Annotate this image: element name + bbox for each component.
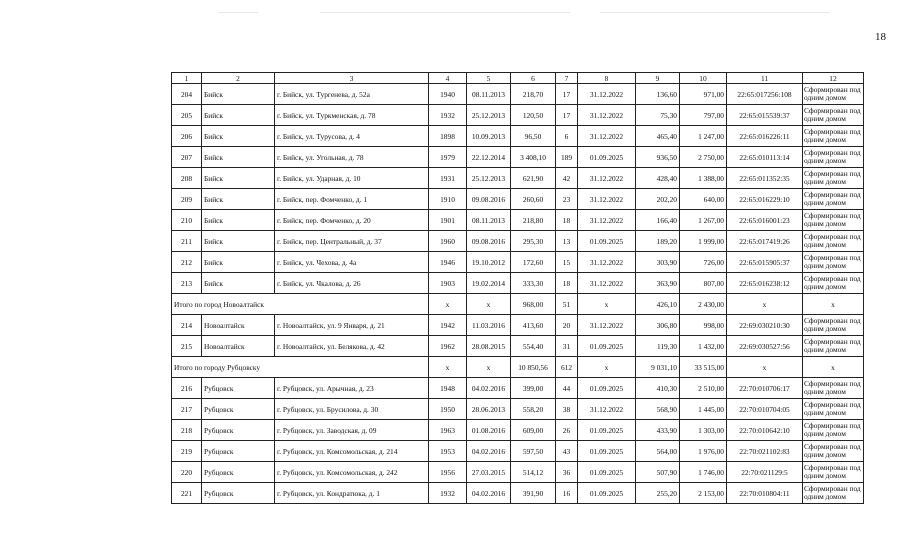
- column-number-cell: 4: [429, 73, 467, 84]
- column-number-cell: 9: [636, 73, 680, 84]
- land-area-cell: 465,40: [636, 126, 680, 147]
- deadline-cell: 31.12.2022: [578, 315, 636, 336]
- cadastral-number-cell: 22:65:010113:14: [727, 147, 803, 168]
- area-cell: 172,60: [511, 252, 556, 273]
- row-number-cell: 219: [172, 441, 202, 462]
- note-cell: Сформирован под одним домом: [803, 231, 864, 252]
- land-area-cell: 136,60: [636, 84, 680, 105]
- area-cell: 295,30: [511, 231, 556, 252]
- date-cell: 01.08.2016: [467, 420, 511, 441]
- residents-cell: 36: [556, 462, 578, 483]
- column-number-cell: 12: [803, 73, 864, 84]
- cadastral-number-cell: 22:70:021102:83: [727, 441, 803, 462]
- table-row: [172, 336, 864, 357]
- land-area-cell: 428,40: [636, 168, 680, 189]
- table-row: [172, 210, 864, 231]
- deadline-cell: 31.12.2022: [578, 126, 636, 147]
- cadastral-number-cell: 22:70:010642:10: [727, 420, 803, 441]
- residents-cell: 13: [556, 231, 578, 252]
- row-number-cell: 210: [172, 210, 202, 231]
- deadline-cell: 31.12.2022: [578, 399, 636, 420]
- subtotal-value-cell: x: [578, 357, 636, 378]
- residents-cell: 17: [556, 105, 578, 126]
- column-number-cell: 2: [202, 73, 275, 84]
- date-cell: 09.08.2016: [467, 189, 511, 210]
- cost-cell: 1 976,00: [680, 441, 727, 462]
- municipality-cell: Бийск: [202, 84, 275, 105]
- table-row: [172, 315, 864, 336]
- address-cell: г. Рубцовск, ул. Брусилова, д. 30: [275, 399, 429, 420]
- municipality-cell: Рубцовск: [202, 441, 275, 462]
- year-cell: 1962: [429, 336, 467, 357]
- residents-cell: 17: [556, 84, 578, 105]
- address-cell: г. Рубцовск, ул. Арычная, д. 23: [275, 378, 429, 399]
- table-row: [172, 252, 864, 273]
- land-area-cell: 564,00: [636, 441, 680, 462]
- cost-cell: 1 746,00: [680, 462, 727, 483]
- subtotal-value-cell: x: [429, 357, 467, 378]
- cost-cell: 1 432,00: [680, 336, 727, 357]
- cost-cell: 1 388,00: [680, 168, 727, 189]
- date-cell: 19.10.2012: [467, 252, 511, 273]
- note-cell: Сформирован под одним домом: [803, 420, 864, 441]
- cost-cell: 726,00: [680, 252, 727, 273]
- residents-cell: 15: [556, 252, 578, 273]
- table-row: [172, 105, 864, 126]
- deadline-cell: 01.09.2025: [578, 378, 636, 399]
- year-cell: 1946: [429, 252, 467, 273]
- municipality-cell: Рубцовск: [202, 420, 275, 441]
- note-cell: Сформирован под одним домом: [803, 462, 864, 483]
- date-cell: 27.03.2015: [467, 462, 511, 483]
- note-cell: Сформирован под одним домом: [803, 336, 864, 357]
- column-number-cell: 8: [578, 73, 636, 84]
- subtotal-row: [172, 357, 864, 378]
- cadastral-number-cell: 22:65:016226:11: [727, 126, 803, 147]
- address-cell: г. Бийск, пер. Центральный, д. 37: [275, 231, 429, 252]
- municipality-cell: Бийск: [202, 147, 275, 168]
- date-cell: 09.08.2016: [467, 231, 511, 252]
- date-cell: 25.12.2013: [467, 168, 511, 189]
- residents-cell: 23: [556, 189, 578, 210]
- subtotal-label-cell: Итого по городу Рубцовску: [172, 357, 429, 378]
- column-number-cell: 10: [680, 73, 727, 84]
- residents-cell: 18: [556, 273, 578, 294]
- note-cell: Сформирован под одним домом: [803, 441, 864, 462]
- date-cell: 04.02.2016: [467, 378, 511, 399]
- date-cell: 04.02.2016: [467, 483, 511, 504]
- year-cell: 1932: [429, 105, 467, 126]
- cost-cell: 1 267,00: [680, 210, 727, 231]
- subtotal-value-cell: 33 515,00: [680, 357, 727, 378]
- note-cell: Сформирован под одним домом: [803, 483, 864, 504]
- municipality-cell: Рубцовск: [202, 462, 275, 483]
- deadline-cell: 31.12.2022: [578, 210, 636, 231]
- note-cell: Сформирован под одним домом: [803, 189, 864, 210]
- area-cell: 597,50: [511, 441, 556, 462]
- cadastral-number-cell: 22:69:030210:30: [727, 315, 803, 336]
- land-area-cell: 363,90: [636, 273, 680, 294]
- year-cell: 1948: [429, 378, 467, 399]
- table-row: [172, 441, 864, 462]
- deadline-cell: 01.09.2025: [578, 462, 636, 483]
- residents-cell: 38: [556, 399, 578, 420]
- municipality-cell: Рубцовск: [202, 483, 275, 504]
- year-cell: 1910: [429, 189, 467, 210]
- note-cell: Сформирован под одним домом: [803, 105, 864, 126]
- note-cell: Сформирован под одним домом: [803, 315, 864, 336]
- land-area-cell: 75,30: [636, 105, 680, 126]
- land-area-cell: 255,20: [636, 483, 680, 504]
- deadline-cell: 01.09.2025: [578, 231, 636, 252]
- year-cell: 1931: [429, 168, 467, 189]
- column-number-cell: 3: [275, 73, 429, 84]
- address-cell: г. Бийск, ул. Ударная, д. 10: [275, 168, 429, 189]
- subtotal-value-cell: x: [578, 294, 636, 315]
- cadastral-number-cell: 22:70:010706:17: [727, 378, 803, 399]
- date-cell: 04.02.2016: [467, 441, 511, 462]
- area-cell: 3 408,10: [511, 147, 556, 168]
- column-number-cell: 1: [172, 73, 202, 84]
- land-area-cell: 568,90: [636, 399, 680, 420]
- deadline-cell: 31.12.2022: [578, 84, 636, 105]
- date-cell: 08.11.2013: [467, 84, 511, 105]
- address-cell: г. Бийск, ул. Чкалова, д. 26: [275, 273, 429, 294]
- area-cell: 514,12: [511, 462, 556, 483]
- date-cell: 11.03.2016: [467, 315, 511, 336]
- row-number-cell: 206: [172, 126, 202, 147]
- column-number-row: [172, 73, 864, 84]
- deadline-cell: 01.09.2025: [578, 441, 636, 462]
- area-cell: 554,40: [511, 336, 556, 357]
- column-number-cell: 7: [556, 73, 578, 84]
- municipality-cell: Бийск: [202, 168, 275, 189]
- row-number-cell: 215: [172, 336, 202, 357]
- year-cell: 1956: [429, 462, 467, 483]
- year-cell: 1979: [429, 147, 467, 168]
- deadline-cell: 01.09.2025: [578, 336, 636, 357]
- note-cell: Сформирован под одним домом: [803, 168, 864, 189]
- note-cell: Сформирован под одним домом: [803, 273, 864, 294]
- row-number-cell: 214: [172, 315, 202, 336]
- deadline-cell: 31.12.2022: [578, 273, 636, 294]
- note-cell: Сформирован под одним домом: [803, 210, 864, 231]
- row-number-cell: 212: [172, 252, 202, 273]
- municipality-cell: Бийск: [202, 231, 275, 252]
- column-number-cell: 6: [511, 73, 556, 84]
- date-cell: 10.09.2013: [467, 126, 511, 147]
- municipality-cell: Бийск: [202, 273, 275, 294]
- area-cell: 96,50: [511, 126, 556, 147]
- land-area-cell: 433,90: [636, 420, 680, 441]
- address-cell: г. Бийск, ул. Угольная, д. 78: [275, 147, 429, 168]
- cadastral-number-cell: 22:70:010704:05: [727, 399, 803, 420]
- year-cell: 1963: [429, 420, 467, 441]
- date-cell: 28.08.2015: [467, 336, 511, 357]
- date-cell: 25.12.2013: [467, 105, 511, 126]
- row-number-cell: 217: [172, 399, 202, 420]
- residents-cell: 42: [556, 168, 578, 189]
- subtotal-value-cell: 612: [556, 357, 578, 378]
- date-cell: 19.02.2014: [467, 273, 511, 294]
- subtotal-value-cell: x: [727, 294, 803, 315]
- year-cell: 1903: [429, 273, 467, 294]
- deadline-cell: 31.12.2022: [578, 105, 636, 126]
- subtotal-value-cell: 968,00: [511, 294, 556, 315]
- address-cell: г. Рубцовск, ул. Комсомольская, д. 242: [275, 462, 429, 483]
- note-cell: Сформирован под одним домом: [803, 252, 864, 273]
- land-area-cell: 166,40: [636, 210, 680, 231]
- row-number-cell: 204: [172, 84, 202, 105]
- table-row: [172, 189, 864, 210]
- residents-cell: 44: [556, 378, 578, 399]
- area-cell: 120,50: [511, 105, 556, 126]
- area-cell: 218,70: [511, 84, 556, 105]
- row-number-cell: 205: [172, 105, 202, 126]
- cadastral-number-cell: 22:65:017256:108: [727, 84, 803, 105]
- land-area-cell: 507,90: [636, 462, 680, 483]
- subtotal-value-cell: x: [467, 294, 511, 315]
- cadastral-number-cell: 22:65:017419:26: [727, 231, 803, 252]
- address-cell: г. Бийск, пер. Фомченко, д. 1: [275, 189, 429, 210]
- table-row: [172, 147, 864, 168]
- subtotal-value-cell: x: [803, 294, 864, 315]
- year-cell: 1953: [429, 441, 467, 462]
- cadastral-number-cell: 22:65:015905:37: [727, 252, 803, 273]
- land-area-cell: 202,20: [636, 189, 680, 210]
- municipality-cell: Бийск: [202, 252, 275, 273]
- housing-registry-table: [171, 72, 864, 504]
- deadline-cell: 31.12.2022: [578, 252, 636, 273]
- area-cell: 621,90: [511, 168, 556, 189]
- row-number-cell: 213: [172, 273, 202, 294]
- land-area-cell: 936,50: [636, 147, 680, 168]
- subtotal-value-cell: 2 430,00: [680, 294, 727, 315]
- scan-artifact-line: [320, 12, 570, 13]
- row-number-cell: 218: [172, 420, 202, 441]
- row-number-cell: 209: [172, 189, 202, 210]
- land-area-cell: 189,20: [636, 231, 680, 252]
- residents-cell: 16: [556, 483, 578, 504]
- municipality-cell: Бийск: [202, 210, 275, 231]
- column-number-cell: 5: [467, 73, 511, 84]
- table-row: [172, 462, 864, 483]
- area-cell: 399,00: [511, 378, 556, 399]
- residents-cell: 6: [556, 126, 578, 147]
- area-cell: 260,60: [511, 189, 556, 210]
- address-cell: г. Новоалтайск, ул. Белякова, д. 42: [275, 336, 429, 357]
- cost-cell: 2 510,00: [680, 378, 727, 399]
- cadastral-number-cell: 22:70:010804:11: [727, 483, 803, 504]
- municipality-cell: Бийск: [202, 126, 275, 147]
- date-cell: 28.06.2013: [467, 399, 511, 420]
- cadastral-number-cell: 22:65:015539:37: [727, 105, 803, 126]
- address-cell: г. Бийск, ул. Туркменская, д. 78: [275, 105, 429, 126]
- deadline-cell: 31.12.2022: [578, 189, 636, 210]
- date-cell: 08.11.2013: [467, 210, 511, 231]
- municipality-cell: Бийск: [202, 189, 275, 210]
- subtotal-value-cell: x: [429, 294, 467, 315]
- year-cell: 1940: [429, 84, 467, 105]
- cadastral-number-cell: 22:65:016001:23: [727, 210, 803, 231]
- area-cell: 333,30: [511, 273, 556, 294]
- table-row: [172, 483, 864, 504]
- year-cell: 1901: [429, 210, 467, 231]
- area-cell: 413,60: [511, 315, 556, 336]
- residents-cell: 189: [556, 147, 578, 168]
- cost-cell: 807,00: [680, 273, 727, 294]
- cost-cell: 1 999,00: [680, 231, 727, 252]
- row-number-cell: 211: [172, 231, 202, 252]
- cost-cell: 2 153,00: [680, 483, 727, 504]
- cost-cell: 1 303,00: [680, 420, 727, 441]
- note-cell: Сформирован под одним домом: [803, 84, 864, 105]
- table-row: [172, 84, 864, 105]
- year-cell: 1942: [429, 315, 467, 336]
- address-cell: г. Бийск, ул. Тургенева, д. 52а: [275, 84, 429, 105]
- area-cell: 391,90: [511, 483, 556, 504]
- residents-cell: 43: [556, 441, 578, 462]
- land-area-cell: 303,90: [636, 252, 680, 273]
- cadastral-number-cell: 22:65:016238:12: [727, 273, 803, 294]
- row-number-cell: 220: [172, 462, 202, 483]
- area-cell: 609,00: [511, 420, 556, 441]
- table-row: [172, 399, 864, 420]
- row-number-cell: 216: [172, 378, 202, 399]
- subtotal-value-cell: 51: [556, 294, 578, 315]
- deadline-cell: 01.09.2025: [578, 420, 636, 441]
- subtotal-label-cell: Итого по город Новоалтайск: [172, 294, 429, 315]
- note-cell: Сформирован под одним домом: [803, 126, 864, 147]
- cost-cell: 1 445,00: [680, 399, 727, 420]
- deadline-cell: 01.09.2025: [578, 147, 636, 168]
- cadastral-number-cell: 22:65:011352:35: [727, 168, 803, 189]
- row-number-cell: 207: [172, 147, 202, 168]
- subtotal-value-cell: x: [727, 357, 803, 378]
- table-row: [172, 420, 864, 441]
- cadastral-number-cell: 22:65:016229:10: [727, 189, 803, 210]
- table-row: [172, 378, 864, 399]
- subtotal-row: [172, 294, 864, 315]
- year-cell: 1898: [429, 126, 467, 147]
- deadline-cell: 01.09.2025: [578, 483, 636, 504]
- municipality-cell: Новоалтайск: [202, 336, 275, 357]
- cadastral-number-cell: 22:69:030527:56: [727, 336, 803, 357]
- residents-cell: 18: [556, 210, 578, 231]
- municipality-cell: Новоалтайск: [202, 315, 275, 336]
- municipality-cell: Бийск: [202, 105, 275, 126]
- address-cell: г. Бийск, ул. Турусова, д. 4: [275, 126, 429, 147]
- table-row: [172, 273, 864, 294]
- year-cell: 1960: [429, 231, 467, 252]
- address-cell: г. Новоалтайск, ул. 9 Января, д. 21: [275, 315, 429, 336]
- land-area-cell: 306,80: [636, 315, 680, 336]
- municipality-cell: Рубцовск: [202, 378, 275, 399]
- year-cell: 1932: [429, 483, 467, 504]
- cost-cell: 971,00: [680, 84, 727, 105]
- cadastral-number-cell: 22:70:021129:5: [727, 462, 803, 483]
- address-cell: г. Бийск, ул. Чехова, д. 4а: [275, 252, 429, 273]
- cost-cell: 640,00: [680, 189, 727, 210]
- subtotal-value-cell: x: [803, 357, 864, 378]
- scan-artifact-line: [600, 12, 830, 13]
- residents-cell: 20: [556, 315, 578, 336]
- subtotal-value-cell: 10 850,56: [511, 357, 556, 378]
- scan-artifact-line: [218, 12, 258, 13]
- address-cell: г. Рубцовск, ул. Заводская, д. 09: [275, 420, 429, 441]
- cost-cell: 2 750,00: [680, 147, 727, 168]
- deadline-cell: 31.12.2022: [578, 168, 636, 189]
- subtotal-value-cell: 426,10: [636, 294, 680, 315]
- year-cell: 1950: [429, 399, 467, 420]
- municipality-cell: Рубцовск: [202, 399, 275, 420]
- note-cell: Сформирован под одним домом: [803, 399, 864, 420]
- subtotal-value-cell: x: [467, 357, 511, 378]
- column-number-cell: 11: [727, 73, 803, 84]
- date-cell: 22.12.2014: [467, 147, 511, 168]
- cost-cell: 998,00: [680, 315, 727, 336]
- row-number-cell: 221: [172, 483, 202, 504]
- note-cell: Сформирован под одним домом: [803, 147, 864, 168]
- residents-cell: 26: [556, 420, 578, 441]
- table-row: [172, 231, 864, 252]
- address-cell: г. Бийск, пер. Фомченко, д. 20: [275, 210, 429, 231]
- area-cell: 218,80: [511, 210, 556, 231]
- note-cell: Сформирован под одним домом: [803, 378, 864, 399]
- row-number-cell: 208: [172, 168, 202, 189]
- page-number: 18: [875, 31, 886, 43]
- subtotal-value-cell: 9 031,10: [636, 357, 680, 378]
- land-area-cell: 410,30: [636, 378, 680, 399]
- land-area-cell: 119,30: [636, 336, 680, 357]
- cost-cell: 1 247,00: [680, 126, 727, 147]
- area-cell: 558,20: [511, 399, 556, 420]
- address-cell: г. Рубцовск, ул. Кондратюка, д. 1: [275, 483, 429, 504]
- table-row: [172, 168, 864, 189]
- table-row: [172, 126, 864, 147]
- cost-cell: 797,00: [680, 105, 727, 126]
- residents-cell: 31: [556, 336, 578, 357]
- address-cell: г. Рубцовск, ул. Комсомольская, д. 214: [275, 441, 429, 462]
